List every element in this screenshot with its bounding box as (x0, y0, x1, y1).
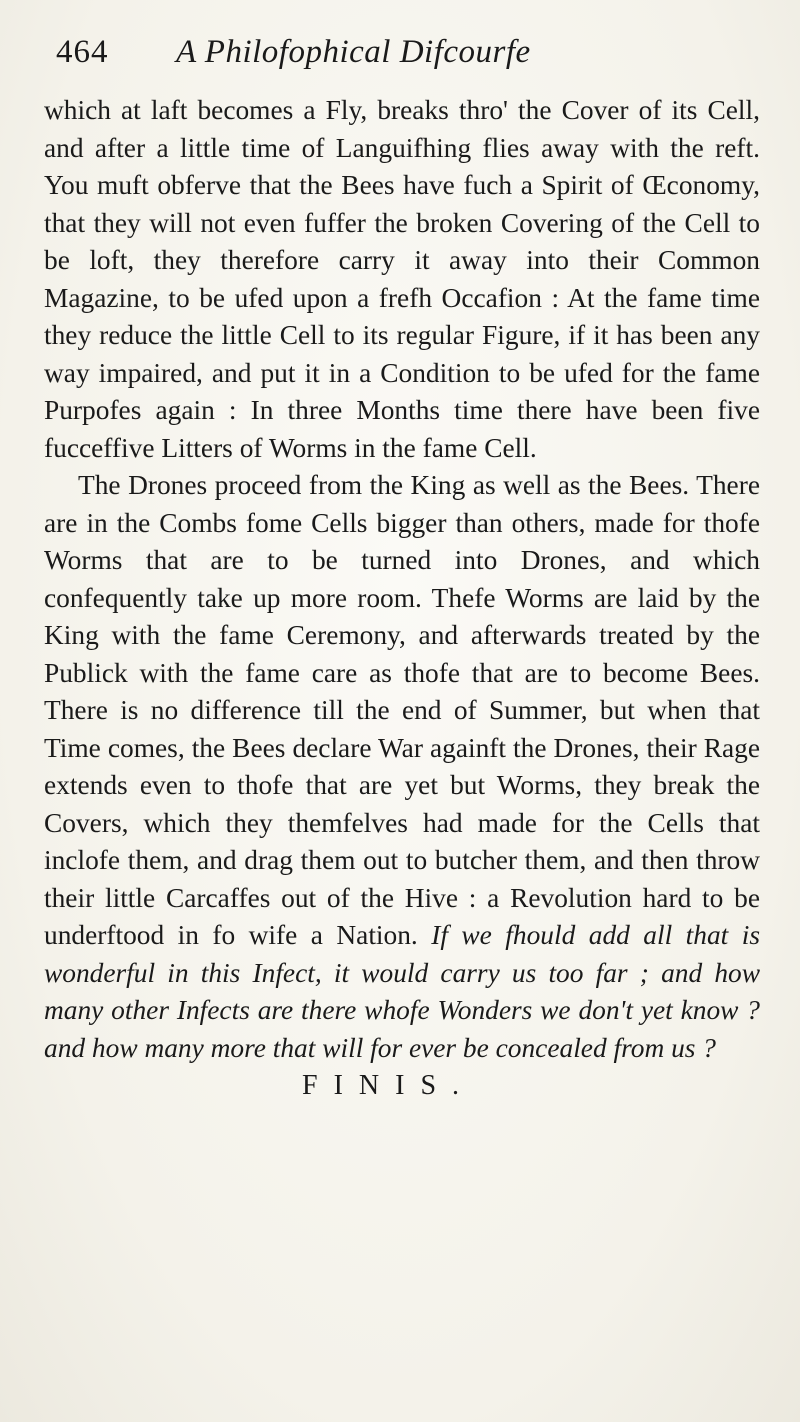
finis-mark: FINIS. (302, 1070, 476, 1101)
paragraph-2-italic: If we fhould add all that is wonderful in this Infect, it would carry us too far ; and how many other Infects are there whofe Wonders we don't yet know ? and how many more that will for ever be concealed from us ? (44, 920, 760, 1063)
paragraph-1: which at laft becomes a Fly, breaks thro' the Cover of its Cell, and after a little time of Languifhing flies away with the reft. You muft obferve that the Bees have fuch a Spirit of Œconomy, that they will not even fuffer the broken Covering of the Cell to be loft, they therefore carry it away into their Common Magazine, to be ufed upon a frefh Occafion : At the fame time they reduce the little Cell to its regular Figure, if it has been any way impaired, and put it in a Condition to be ufed for the fame Purpofes again : In three Months time there have been five fucceffive Litters of Worms in the fame Cell. (44, 95, 760, 463)
running-title: A Philofophical Difcourfe (176, 34, 531, 70)
running-head (56, 34, 760, 92)
page-number: 464 (56, 34, 109, 70)
paragraph-2 (44, 467, 760, 1067)
body-text (44, 92, 760, 1067)
paragraph-2-roman: The Drones proceed from the King as well as the Bees. There are in the Combs fome Cells bigger than others, made for thofe Worms that are to be turned into Drones, and which confequently take up more room. Thefe Worms are laid by the King with the fame Ceremony, and afterwards treated by the Publick with the fame care as thofe that are to become Bees. There is no difference till the end of Summer, but when that Time comes, the Bees declare War againft the Drones, their Rage extends even to thofe that are yet but Worms, they break the Covers, which they themfelves had made for the Cells that inclofe them, and drag them out to butcher them, and then throw their little Carcaffes out of the Hive : a Revolution hard to be underftood in fo wife a Nation. (44, 470, 760, 950)
